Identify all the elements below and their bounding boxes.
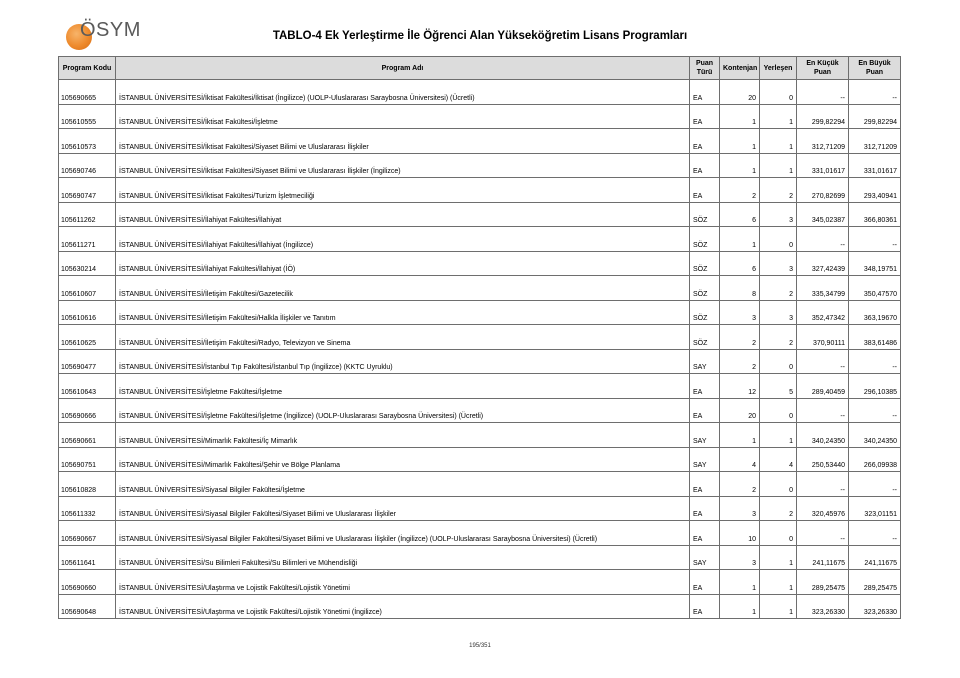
placed-cell: 2: [760, 178, 797, 203]
table-row: [59, 227, 901, 252]
program-name-cell: İSTANBUL ÜNİVERSİTESİ/İktisat Fakültesi/Turizm İşletmeciliği: [116, 178, 690, 203]
max-score-cell: --: [849, 227, 901, 252]
table-row: [59, 447, 901, 472]
score-type-cell: SAY: [690, 423, 720, 448]
score-type-cell: EA: [690, 80, 720, 105]
score-type-cell: EA: [690, 398, 720, 423]
program-name-cell: İSTANBUL ÜNİVERSİTESİ/İstanbul Tıp Fakültesi/İstanbul Tıp (İngilizce) (KKTC Uyruklu): [116, 349, 690, 374]
min-score-cell: --: [797, 398, 849, 423]
max-score-cell: 348,19751: [849, 251, 901, 276]
program-code-cell: 105690665: [59, 80, 116, 105]
max-score-cell: 323,26330: [849, 594, 901, 619]
min-score-cell: 270,82699: [797, 178, 849, 203]
quota-cell: 3: [720, 545, 760, 570]
quota-cell: 3: [720, 300, 760, 325]
program-code-cell: 105611641: [59, 545, 116, 570]
max-score-cell: --: [849, 398, 901, 423]
max-score-cell: --: [849, 521, 901, 546]
program-name-cell: İSTANBUL ÜNİVERSİTESİ/İlahiyat Fakültesi/İlahiyat: [116, 202, 690, 227]
max-score-cell: 363,19670: [849, 300, 901, 325]
page-number: 195/351: [469, 643, 491, 649]
table-row: [59, 545, 901, 570]
quota-cell: 12: [720, 374, 760, 399]
placed-cell: 0: [760, 227, 797, 252]
table-row: [59, 300, 901, 325]
table-row: [59, 594, 901, 619]
program-name-cell: İSTANBUL ÜNİVERSİTESİ/İşletme Fakültesi/İşletme (İngilizce) (UOLP-Uluslararası Saraybosna Üniversitesi) (Ücretli): [116, 398, 690, 423]
program-name-cell: İSTANBUL ÜNİVERSİTESİ/İktisat Fakültesi/Siyaset Bilimi ve Uluslararası İlişkiler (İngilizce): [116, 153, 690, 178]
quota-cell: 2: [720, 472, 760, 497]
placed-cell: 4: [760, 447, 797, 472]
min-score-cell: 345,02387: [797, 202, 849, 227]
placed-cell: 0: [760, 472, 797, 497]
min-score-cell: 331,01617: [797, 153, 849, 178]
min-score-cell: 241,11675: [797, 545, 849, 570]
table-row: [59, 472, 901, 497]
program-code-cell: 105690648: [59, 594, 116, 619]
program-name-cell: İSTANBUL ÜNİVERSİTESİ/İktisat Fakültesi/İşletme: [116, 104, 690, 129]
max-score-cell: 299,82294: [849, 104, 901, 129]
table-row: [59, 496, 901, 521]
program-name-cell: İSTANBUL ÜNİVERSİTESİ/Ulaştırma ve Lojistik Fakültesi/Lojistik Yönetimi: [116, 570, 690, 595]
score-type-cell: EA: [690, 153, 720, 178]
program-code-cell: 105690661: [59, 423, 116, 448]
score-type-cell: EA: [690, 178, 720, 203]
min-score-cell: 250,53440: [797, 447, 849, 472]
min-score-cell: 289,40459: [797, 374, 849, 399]
program-code-cell: 105611262: [59, 202, 116, 227]
logo-text: ÖSYM: [80, 19, 141, 41]
table-row: [59, 178, 901, 203]
program-code-cell: 105630214: [59, 251, 116, 276]
quota-cell: 10: [720, 521, 760, 546]
max-score-cell: --: [849, 472, 901, 497]
program-name-cell: İSTANBUL ÜNİVERSİTESİ/İletişim Fakültesi/Radyo, Televizyon ve Sinema: [116, 325, 690, 350]
min-score-cell: 289,25475: [797, 570, 849, 595]
max-score-cell: 266,09938: [849, 447, 901, 472]
max-score-cell: 296,10385: [849, 374, 901, 399]
quota-cell: 1: [720, 104, 760, 129]
score-type-cell: SAY: [690, 349, 720, 374]
program-name-cell: İSTANBUL ÜNİVERSİTESİ/İktisat Fakültesi/Siyaset Bilimi ve Uluslararası İlişkiler: [116, 129, 690, 154]
placed-cell: 1: [760, 104, 797, 129]
placed-cell: 1: [760, 129, 797, 154]
table-header-row: [59, 57, 901, 80]
table-row: [59, 349, 901, 374]
program-code-cell: 105690666: [59, 398, 116, 423]
table-row: [59, 251, 901, 276]
quota-cell: 1: [720, 227, 760, 252]
program-name-cell: İSTANBUL ÜNİVERSİTESİ/İletişim Fakültesi/Halkla İlişkiler ve Tanıtım: [116, 300, 690, 325]
quota-cell: 8: [720, 276, 760, 301]
program-name-cell: İSTANBUL ÜNİVERSİTESİ/İletişim Fakültesi/Gazetecilik: [116, 276, 690, 301]
min-score-cell: 340,24350: [797, 423, 849, 448]
table-row: [59, 398, 901, 423]
program-code-cell: 105610828: [59, 472, 116, 497]
min-score-cell: 323,26330: [797, 594, 849, 619]
score-type-cell: EA: [690, 472, 720, 497]
min-score-cell: 312,71209: [797, 129, 849, 154]
program-code-cell: 105610607: [59, 276, 116, 301]
placed-cell: 1: [760, 594, 797, 619]
score-type-cell: SAY: [690, 545, 720, 570]
quota-cell: 6: [720, 202, 760, 227]
placed-cell: 0: [760, 80, 797, 105]
table-row: [59, 276, 901, 301]
program-code-cell: 105690747: [59, 178, 116, 203]
program-code-cell: 105610625: [59, 325, 116, 350]
min-score-cell: --: [797, 227, 849, 252]
placed-cell: 2: [760, 276, 797, 301]
quota-cell: 1: [720, 423, 760, 448]
programs-table: [58, 56, 901, 619]
table-row: [59, 423, 901, 448]
placed-cell: 0: [760, 521, 797, 546]
max-score-cell: 331,01617: [849, 153, 901, 178]
max-score-cell: 293,40941: [849, 178, 901, 203]
table-body: [59, 80, 901, 619]
min-score-cell: 299,82294: [797, 104, 849, 129]
table-row: [59, 374, 901, 399]
placed-cell: 1: [760, 570, 797, 595]
min-score-cell: --: [797, 349, 849, 374]
page-title: TABLO-4 Ek Yerleştirme İle Öğrenci Alan Yükseköğretim Lisans Programları: [272, 30, 688, 42]
quota-cell: 1: [720, 594, 760, 619]
min-score-cell: 352,47342: [797, 300, 849, 325]
score-type-cell: EA: [690, 570, 720, 595]
min-score-cell: 320,45976: [797, 496, 849, 521]
placed-cell: 3: [760, 300, 797, 325]
program-name-cell: İSTANBUL ÜNİVERSİTESİ/İktisat Fakültesi/İktisat (İngilizce) (UOLP-Uluslararası Saraybosna Üniversitesi) (Ücretli): [116, 80, 690, 105]
max-score-cell: 383,61486: [849, 325, 901, 350]
placed-cell: 1: [760, 545, 797, 570]
table-row: [59, 325, 901, 350]
max-score-cell: 241,11675: [849, 545, 901, 570]
program-code-cell: 105690746: [59, 153, 116, 178]
program-code-cell: 105611271: [59, 227, 116, 252]
header-placed: Yerleşen: [760, 57, 797, 80]
program-code-cell: 105690477: [59, 349, 116, 374]
program-code-cell: 105690751: [59, 447, 116, 472]
placed-cell: 3: [760, 251, 797, 276]
min-score-cell: 327,42439: [797, 251, 849, 276]
program-code-cell: 105611332: [59, 496, 116, 521]
program-name-cell: İSTANBUL ÜNİVERSİTESİ/Siyasal Bilgiler Fakültesi/Siyaset Bilimi ve Uluslararası İlişkiler (İngilizce) (UOLP-Uluslararası Saraybosna Üniversitesi) (Ücretli): [116, 521, 690, 546]
min-score-cell: --: [797, 80, 849, 105]
quota-cell: 3: [720, 496, 760, 521]
program-name-cell: İSTANBUL ÜNİVERSİTESİ/Siyasal Bilgiler Fakültesi/Siyaset Bilimi ve Uluslararası İlişkiler: [116, 496, 690, 521]
score-type-cell: SÖZ: [690, 300, 720, 325]
quota-cell: 1: [720, 153, 760, 178]
score-type-cell: EA: [690, 104, 720, 129]
max-score-cell: 366,80361: [849, 202, 901, 227]
placed-cell: 3: [760, 202, 797, 227]
placed-cell: 5: [760, 374, 797, 399]
min-score-cell: --: [797, 521, 849, 546]
score-type-cell: SÖZ: [690, 202, 720, 227]
program-name-cell: İSTANBUL ÜNİVERSİTESİ/Ulaştırma ve Lojistik Fakültesi/Lojistik Yönetimi (İngilizce): [116, 594, 690, 619]
score-type-cell: SÖZ: [690, 276, 720, 301]
header-program-code: Program Kodu: [59, 57, 116, 80]
max-score-cell: 312,71209: [849, 129, 901, 154]
table-row: [59, 521, 901, 546]
program-name-cell: İSTANBUL ÜNİVERSİTESİ/Mimarlık Fakültesi/İç Mimarlık: [116, 423, 690, 448]
program-name-cell: İSTANBUL ÜNİVERSİTESİ/İlahiyat Fakültesi/İlahiyat (İngilizce): [116, 227, 690, 252]
program-code-cell: 105610643: [59, 374, 116, 399]
program-code-cell: 105690660: [59, 570, 116, 595]
quota-cell: 1: [720, 570, 760, 595]
score-type-cell: EA: [690, 374, 720, 399]
table-row: [59, 104, 901, 129]
quota-cell: 20: [720, 398, 760, 423]
placed-cell: 0: [760, 398, 797, 423]
quota-cell: 4: [720, 447, 760, 472]
max-score-cell: 350,47570: [849, 276, 901, 301]
program-name-cell: İSTANBUL ÜNİVERSİTESİ/İşletme Fakültesi/İşletme: [116, 374, 690, 399]
header-max-score: En Büyük Puan: [849, 57, 901, 80]
program-code-cell: 105610616: [59, 300, 116, 325]
score-type-cell: EA: [690, 521, 720, 546]
table-row: [59, 570, 901, 595]
score-type-cell: EA: [690, 496, 720, 521]
max-score-cell: 289,25475: [849, 570, 901, 595]
program-name-cell: İSTANBUL ÜNİVERSİTESİ/İlahiyat Fakültesi/İlahiyat (İÖ): [116, 251, 690, 276]
table-row: [59, 80, 901, 105]
header-program-name: Program Adı: [116, 57, 690, 80]
program-name-cell: İSTANBUL ÜNİVERSİTESİ/Mimarlık Fakültesi/Şehir ve Bölge Planlama: [116, 447, 690, 472]
quota-cell: 2: [720, 349, 760, 374]
score-type-cell: SÖZ: [690, 251, 720, 276]
max-score-cell: 323,01151: [849, 496, 901, 521]
program-name-cell: İSTANBUL ÜNİVERSİTESİ/Siyasal Bilgiler Fakültesi/İşletme: [116, 472, 690, 497]
program-code-cell: 105610573: [59, 129, 116, 154]
min-score-cell: 335,34799: [797, 276, 849, 301]
table-row: [59, 202, 901, 227]
header-score-type: Puan Türü: [690, 57, 720, 80]
score-type-cell: SÖZ: [690, 227, 720, 252]
score-type-cell: EA: [690, 594, 720, 619]
min-score-cell: 370,90111: [797, 325, 849, 350]
score-type-cell: SAY: [690, 447, 720, 472]
placed-cell: 1: [760, 423, 797, 448]
min-score-cell: --: [797, 472, 849, 497]
placed-cell: 0: [760, 349, 797, 374]
program-code-cell: 105610555: [59, 104, 116, 129]
score-type-cell: SÖZ: [690, 325, 720, 350]
placed-cell: 2: [760, 496, 797, 521]
quota-cell: 6: [720, 251, 760, 276]
max-score-cell: --: [849, 349, 901, 374]
table-row: [59, 129, 901, 154]
placed-cell: 2: [760, 325, 797, 350]
placed-cell: 1: [760, 153, 797, 178]
quota-cell: 1: [720, 129, 760, 154]
header-quota: Kontenjan: [720, 57, 760, 80]
quota-cell: 2: [720, 178, 760, 203]
program-code-cell: 105690667: [59, 521, 116, 546]
quota-cell: 20: [720, 80, 760, 105]
max-score-cell: --: [849, 80, 901, 105]
program-name-cell: İSTANBUL ÜNİVERSİTESİ/Su Bilimleri Fakültesi/Su Bilimleri ve Mühendisliği: [116, 545, 690, 570]
header-min-score: En Küçük Puan: [797, 57, 849, 80]
score-type-cell: EA: [690, 129, 720, 154]
quota-cell: 2: [720, 325, 760, 350]
table-row: [59, 153, 901, 178]
max-score-cell: 340,24350: [849, 423, 901, 448]
